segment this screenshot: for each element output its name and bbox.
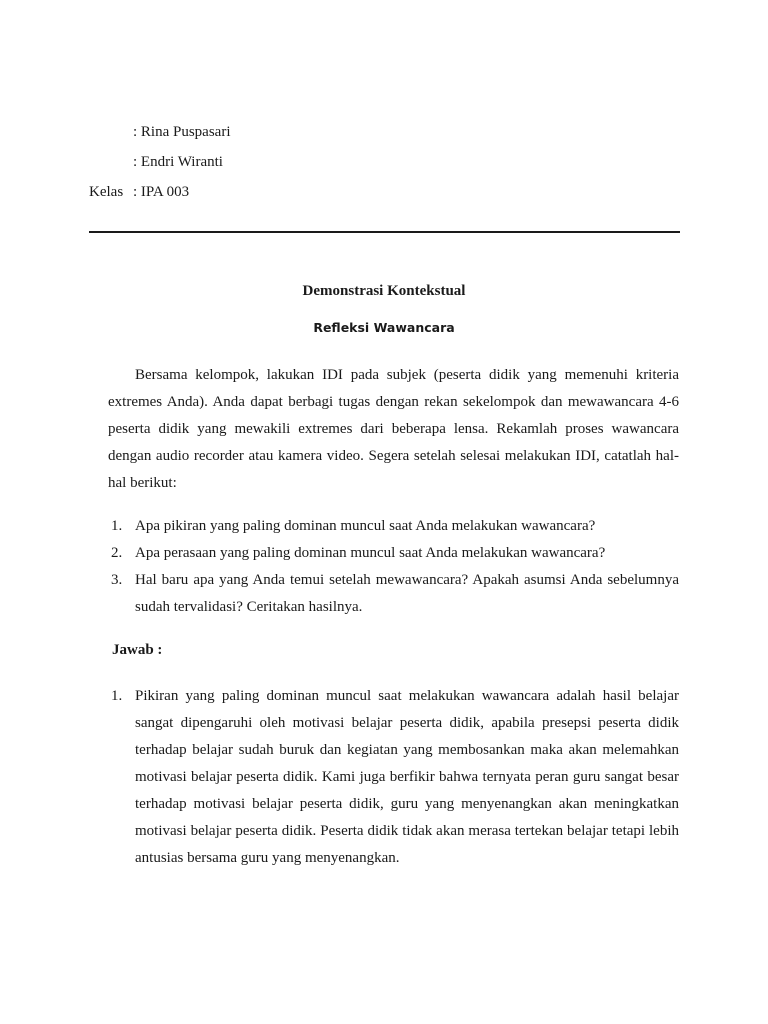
question-text: Apa perasaan yang paling dominan muncul saat Anda melakukan wawancara? [135,545,606,561]
question-item [108,567,679,621]
header-class-label: Kelas [89,184,124,200]
question-number: 1. [111,518,123,534]
answer-item [108,683,679,872]
header-name-1: : Rina Puspasari [133,124,231,140]
question-number: 3. [111,572,123,588]
question-item [108,513,679,540]
header-divider [89,231,680,233]
question-text: Hal baru apa yang Anda temui setelah mewawancara? Apakah asumsi Anda sebelumnya sudah tervalidasi? Ceritakan hasilnya. [135,572,679,615]
answer-list [108,683,679,872]
question-item [108,540,679,567]
intro-paragraph: Bersama kelompok, lakukan IDI pada subjek (peserta didik yang memenuhi kriteria extremes Anda). Anda dapat berbagi tugas dengan rekan sekelompok dan mewawancara 4-6 peserta didik yang mewakili extremes dari beberapa lensa. Rekamlah proses wawancara dengan audio recorder atau kamera video. Segera setelah selesai melakukan IDI, catatlah hal-hal berikut: [108,367,679,491]
header-class-value: : IPA 003 [133,184,190,200]
question-text: Apa pikiran yang paling dominan muncul saat Anda melakukan wawancara? [135,518,596,534]
answer-text: Pikiran yang paling dominan muncul saat melakukan wawancara adalah hasil belajar sangat dipengaruhi oleh motivasi belajar peserta didik, apabila presepsi peserta didik terhadap belajar sudah buruk dan kegiatan yang membosankan maka akan melemahkan motivasi belajar peserta didik. Kami juga berfikir bahwa ternyata peran guru sangat besar terhadap motivasi belajar peserta didik, guru yang menyenangkan akan meningkatkan motivasi belajar peserta didik. Peserta didik tidak akan merasa tertekan belajar tetapi lebih antusias bersama guru yang menyenangkan. [135,688,679,866]
question-number: 2. [111,545,123,561]
question-list [108,513,679,621]
answer-number: 1. [111,688,123,704]
document-subtitle: Refleksi Wawancara [313,320,455,335]
header-name-2: : Endri Wiranti [133,154,223,170]
answer-heading: Jawab : [112,642,163,658]
document-title: Demonstrasi Kontekstual [302,283,466,299]
